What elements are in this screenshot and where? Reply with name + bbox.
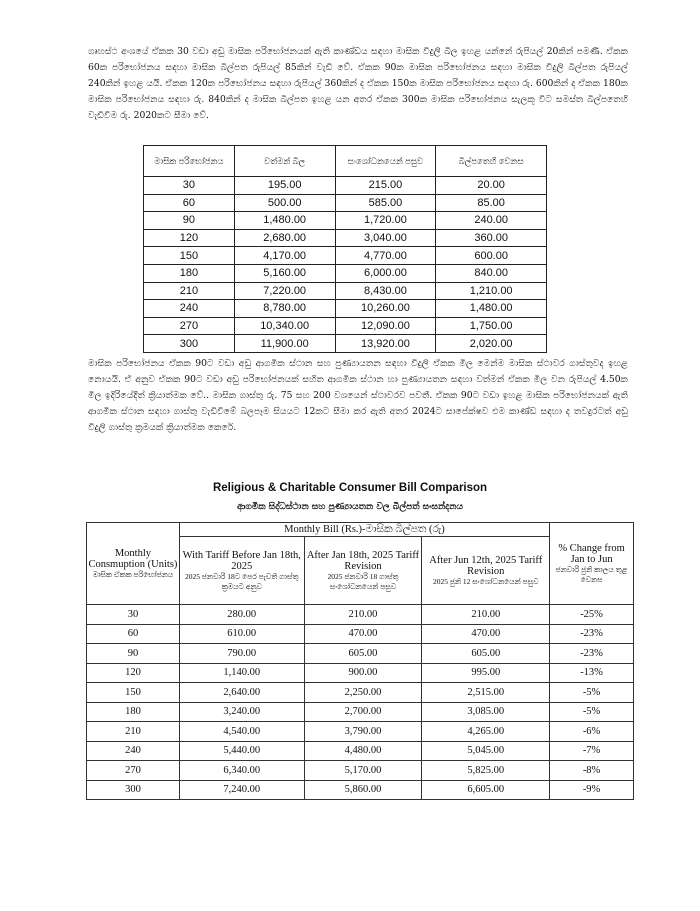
cell-current-bill: 7,220.00 — [234, 282, 335, 300]
cell-bill-after-jun: 210.00 — [422, 605, 550, 625]
header-after-revision: සංශෝධනයෙන් පසුව — [335, 146, 436, 177]
cell-units: 270 — [144, 317, 235, 335]
table-row — [87, 624, 634, 644]
header-percent-change-si: ජනවාරි ජුනි කාලය තුළ වෙනස — [555, 564, 628, 584]
cell-difference: 360.00 — [436, 229, 547, 247]
cell-bill-before-jan: 7,240.00 — [179, 780, 304, 800]
cell-percent-change: -23% — [550, 644, 634, 664]
table-header-row — [87, 523, 634, 537]
cell-revised-bill: 8,430.00 — [335, 282, 436, 300]
header-after-jan-18-si: 2025 ජනවාරි 18 ගාස්තු සංශෝධනයෙන් පසුව — [327, 571, 399, 591]
cell-bill-after-jan: 210.00 — [304, 605, 422, 625]
cell-percent-change: -23% — [550, 624, 634, 644]
table-row — [87, 663, 634, 683]
cell-units: 120 — [144, 229, 235, 247]
cell-revised-bill: 1,720.00 — [335, 212, 436, 230]
cell-current-bill: 4,170.00 — [234, 247, 335, 265]
header-monthly-consumption: මාසික පරිභෝජනය — [144, 146, 235, 177]
cell-current-bill: 500.00 — [234, 194, 335, 212]
cell-units: 180 — [87, 702, 180, 722]
cell-percent-change: -5% — [550, 702, 634, 722]
cell-bill-after-jan: 900.00 — [304, 663, 422, 683]
header-before-jan-18-si: 2025 ජනවාරි 18ට පෙර පැවති ගාස්තු ක්‍රමයට අනුව — [184, 571, 299, 591]
paragraph-domestic-tariff: ගෘහස්ථ අංශයේ ඒකක 30 වඩා අඩු මාසික පරිභෝජනයක් ඇති කාණ්ඩය සඳහා මාසික විදුලි බිල ඉහළ යන්නේ රුපියල් 20කින් පමණි. ඒකක 60ක පරිභෝජනය සඳහා මාසික බිල්පත රුපියල් 85කින් වැඩි වේ. ඒකක 90ක මාසික පරිභෝජනය සඳහා මාසික විදුලි බිල්පත රුපියල් 240කින් ඉහළ යයි. ඒකක 120ක පරිභෝජනය සඳහා රුපියල් 360කින් ද ඒකක 150ක මාසික පරිභෝජනය සඳහා රු. 600කින් ද ඒකක 180ක මාසික පරිභෝජනය සඳහා රු. 840කින් ද මාසික බිල්පත ඉහළ යන අතර ඒකක 300ක මාසික පරිභෝජනය සැලකූ විට සමස්ත බිල්පතෙහි වැඩිවීම රු. 2020කට සීමා වේ. — [88, 46, 628, 121]
cell-units: 150 — [144, 247, 235, 265]
cell-current-bill: 10,340.00 — [234, 317, 335, 335]
cell-units: 300 — [87, 780, 180, 800]
cell-revised-bill: 585.00 — [335, 194, 436, 212]
cell-bill-before-jan: 1,140.00 — [179, 663, 304, 683]
header-bill-difference: බිල්පතෙහි වෙනස — [436, 146, 547, 177]
cell-bill-after-jan: 3,790.00 — [304, 722, 422, 742]
comparison-table-title: Religious & Charitable Consumer Bill Comparison — [212, 482, 488, 494]
cell-units: 240 — [144, 300, 235, 318]
header-after-jun-12 — [422, 537, 550, 605]
cell-current-bill: 8,780.00 — [234, 300, 335, 318]
table-row — [87, 702, 634, 722]
cell-difference: 840.00 — [436, 264, 547, 282]
cell-bill-before-jan: 790.00 — [179, 644, 304, 664]
cell-bill-after-jun: 4,265.00 — [422, 722, 550, 742]
cell-bill-after-jun: 5,825.00 — [422, 761, 550, 781]
table-row — [144, 194, 547, 212]
cell-bill-after-jan: 4,480.00 — [304, 741, 422, 761]
cell-bill-before-jan: 280.00 — [179, 605, 304, 625]
cell-difference: 20.00 — [436, 177, 547, 195]
cell-revised-bill: 13,920.00 — [335, 335, 436, 353]
cell-revised-bill: 4,770.00 — [335, 247, 436, 265]
table-row — [144, 282, 547, 300]
table-header-row — [144, 146, 547, 177]
cell-bill-after-jan: 5,860.00 — [304, 780, 422, 800]
table-row — [87, 722, 634, 742]
cell-bill-after-jan: 470.00 — [304, 624, 422, 644]
cell-difference: 600.00 — [436, 247, 547, 265]
cell-units: 180 — [144, 264, 235, 282]
table-row — [144, 317, 547, 335]
header-monthly-consumption-en: Monthly Consmuption (Units) — [88, 547, 178, 570]
cell-units: 30 — [87, 605, 180, 625]
cell-revised-bill: 6,000.00 — [335, 264, 436, 282]
cell-units: 150 — [87, 683, 180, 703]
table-row — [144, 264, 547, 282]
table-row — [144, 300, 547, 318]
header-monthly-consumption-si: මාසික ඒකක පරිභෝජනය — [92, 569, 174, 579]
domestic-bill-table — [143, 145, 547, 353]
header-before-jan-18 — [179, 537, 304, 605]
cell-difference: 1,480.00 — [436, 300, 547, 318]
cell-bill-after-jan: 2,250.00 — [304, 683, 422, 703]
cell-percent-change: -9% — [550, 780, 634, 800]
cell-percent-change: -7% — [550, 741, 634, 761]
cell-bill-after-jun: 2,515.00 — [422, 683, 550, 703]
cell-bill-after-jun: 470.00 — [422, 624, 550, 644]
table-row — [87, 761, 634, 781]
header-percent-change — [550, 523, 634, 605]
cell-bill-before-jan: 3,240.00 — [179, 702, 304, 722]
header-after-jan-18 — [304, 537, 422, 605]
cell-units: 210 — [144, 282, 235, 300]
cell-difference: 85.00 — [436, 194, 547, 212]
paragraph-religious-tariff: මාසික පරිභෝජනය ඒකක 90ට වඩා අඩු ආගමික ස්ථාන සහ පුණ්‍යායතන සඳහා විදුලි ඒකක මිල මෙන්ම මාසික ස්ථාවර ගාස්තුවද ඉහළ නොයයි. ඒ අනුව ඒකක 90ට වඩා අඩු පරිභෝජනයක් සහිත ආගමික ස්ථාන හා පුණ්‍යායතන සඳහා වත්මන් ඒකක මිල වන රුපියල් 4.50ක මිල ඉදිරියේදීත් ක්‍රියාත්මක වේ.. මාසික ගාස්තු රු. 75 සහ 200 වශයෙන් ස්ථාවරව පවතී. ඒකක 90ට වඩා ඉහළ මාසික පරිභෝජනයක් ඇති ආගමික ස්ථාන සඳහා ගාස්තු වැඩිවීමේ බලපෑම සියයට 12කට සීමා කර ඇති අතර 2024ට සාපේක්ෂව එම කාණ්ඩ සඳහා ද තවදුරටත් අඩු විදුලි ගාස්තු ක්‍රමයක් ක්‍රියාත්මක කෙරේ. — [88, 358, 628, 433]
table-row — [144, 229, 547, 247]
cell-units: 240 — [87, 741, 180, 761]
cell-difference: 1,750.00 — [436, 317, 547, 335]
table-row — [144, 177, 547, 195]
cell-units: 300 — [144, 335, 235, 353]
cell-difference: 240.00 — [436, 212, 547, 230]
cell-difference: 2,020.00 — [436, 335, 547, 353]
cell-bill-before-jan: 4,540.00 — [179, 722, 304, 742]
cell-percent-change: -13% — [550, 663, 634, 683]
cell-units: 210 — [87, 722, 180, 742]
cell-current-bill: 11,900.00 — [234, 335, 335, 353]
cell-percent-change: -6% — [550, 722, 634, 742]
cell-bill-before-jan: 2,640.00 — [179, 683, 304, 703]
cell-units: 90 — [87, 644, 180, 664]
header-after-jun-12-en: After Jun 12th, 2025 Tariff Revision — [429, 554, 543, 577]
cell-bill-before-jan: 6,340.00 — [179, 761, 304, 781]
cell-bill-before-jan: 610.00 — [179, 624, 304, 644]
header-after-jan-18-en: After Jan 18th, 2025 Tariff Revision — [306, 549, 420, 572]
cell-revised-bill: 3,040.00 — [335, 229, 436, 247]
cell-percent-change: -8% — [550, 761, 634, 781]
cell-current-bill: 1,480.00 — [234, 212, 335, 230]
table-row — [144, 212, 547, 230]
cell-bill-after-jun: 6,605.00 — [422, 780, 550, 800]
table-row — [144, 335, 547, 353]
table-row — [87, 741, 634, 761]
header-after-jun-12-si: 2025 ජුනි 12 සංශෝධනයෙන් පසුව — [432, 576, 539, 586]
cell-current-bill: 5,160.00 — [234, 264, 335, 282]
header-monthly-bill-group: Monthly Bill (Rs.)-මාසික බිල්පත (රු) — [179, 523, 549, 537]
cell-revised-bill: 10,260.00 — [335, 300, 436, 318]
religious-bill-comparison-table — [86, 522, 634, 800]
domestic-table-body — [144, 177, 547, 353]
cell-bill-after-jan: 5,170.00 — [304, 761, 422, 781]
table-row — [144, 247, 547, 265]
cell-bill-after-jan: 605.00 — [304, 644, 422, 664]
cell-current-bill: 195.00 — [234, 177, 335, 195]
header-monthly-consumption — [87, 523, 180, 605]
cell-bill-after-jun: 5,045.00 — [422, 741, 550, 761]
table-row — [87, 780, 634, 800]
header-percent-change-en: % Change from Jan to Jun — [558, 542, 625, 565]
cell-bill-after-jan: 2,700.00 — [304, 702, 422, 722]
cell-difference: 1,210.00 — [436, 282, 547, 300]
cell-bill-after-jun: 995.00 — [422, 663, 550, 683]
cell-units: 270 — [87, 761, 180, 781]
comparison-table-subtitle: ආගමික සිද්ධස්ථාන සහ පුණ්‍යායතන වල බිල්පත් සංසන්දනය — [237, 502, 463, 512]
cell-units: 60 — [144, 194, 235, 212]
cell-units: 90 — [144, 212, 235, 230]
cell-bill-after-jun: 605.00 — [422, 644, 550, 664]
cell-revised-bill: 12,090.00 — [335, 317, 436, 335]
cell-percent-change: -5% — [550, 683, 634, 703]
header-before-jan-18-en: With Tariff Before Jan 18th, 2025 — [182, 549, 301, 572]
cell-units: 30 — [144, 177, 235, 195]
cell-revised-bill: 215.00 — [335, 177, 436, 195]
header-current-bill: වත්මන් බිල — [234, 146, 335, 177]
table-row — [87, 605, 634, 625]
cell-bill-before-jan: 5,440.00 — [179, 741, 304, 761]
cell-units: 120 — [87, 663, 180, 683]
cell-current-bill: 2,680.00 — [234, 229, 335, 247]
table-row — [87, 683, 634, 703]
cell-percent-change: -25% — [550, 605, 634, 625]
cell-bill-after-jun: 3,085.00 — [422, 702, 550, 722]
comparison-table-body — [87, 605, 634, 800]
cell-units: 60 — [87, 624, 180, 644]
table-row — [87, 644, 634, 664]
